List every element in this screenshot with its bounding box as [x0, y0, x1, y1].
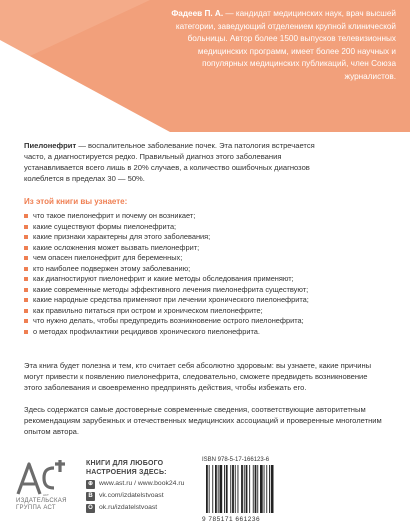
promo-link-web-text: www.ast.ru / www.book24.ru [99, 480, 185, 487]
barcode-bar [255, 465, 257, 513]
intro-text: — воспалительное заболевание почек. Эта патология встречается часто, а диагностируется редко. Правильный диагноз этого заболевания устанавливается всего лишь в 20% случаев, а количество ошибочных диагнозов колеблется в пределах 30 — 50%. [24, 141, 315, 183]
learn-list-item [24, 264, 394, 275]
sources-paragraph: Здесь содержатся самые достоверные современные сведения, соответствующие авторитетным рекомендациям зарубежных и отечественных медицинских ассоциаций и проверенные многолетним опытом автора. [24, 405, 382, 436]
bullet-square-icon [24, 214, 28, 218]
publisher-name-line1: ИЗДАТЕЛЬСКАЯ [16, 498, 67, 504]
barcode-bar [264, 465, 265, 513]
barcode-bar [266, 465, 267, 513]
barcode [202, 465, 302, 515]
learn-list-item-text: какие современные методы эффективного лечения пиелонефрита существуют; [33, 284, 309, 294]
barcode-bar [209, 465, 210, 513]
bullet-square-icon [24, 319, 28, 323]
barcode-bar [226, 465, 228, 513]
intro-term: Пиелонефрит [24, 141, 77, 150]
vk-icon: В [86, 492, 95, 501]
promo-link-vk[interactable] [86, 491, 196, 501]
ok-icon: О [86, 504, 95, 513]
learn-list-item [24, 274, 394, 285]
learn-list-item [24, 211, 394, 222]
bullet-square-icon [24, 235, 28, 239]
promo-link-web[interactable] [86, 479, 196, 489]
promo-title-line1: КНИГИ ДЛЯ ЛЮБОГО [86, 460, 164, 467]
publisher-name-line2: ГРУППА АСТ [16, 505, 56, 511]
barcode-bar [238, 465, 239, 513]
learn-list-item [24, 327, 394, 338]
publisher-logo [16, 458, 70, 522]
learn-list-item [24, 295, 394, 306]
bullet-square-icon [24, 256, 28, 260]
promo-block [86, 460, 196, 513]
barcode-bar [253, 465, 254, 513]
isbn-label: ISBN 978-5-17-166123-6 [202, 457, 270, 463]
barcode-bar [215, 465, 217, 513]
barcode-bar [230, 465, 231, 513]
learn-list [24, 211, 394, 337]
bullet-square-icon [24, 330, 28, 334]
promo-link-vk-text: vk.com/izdatelstvoast [99, 492, 164, 499]
isbn-block [202, 457, 312, 523]
barcode-bar [241, 465, 243, 513]
bullet-square-icon [24, 277, 28, 281]
bullet-square-icon [24, 288, 28, 292]
author-name: Фадеев П. А. [171, 9, 224, 18]
ast-logo-icon [16, 458, 70, 498]
learn-list-item-text: как диагностируют пиелонефрит и какие методы обследования применяют; [33, 274, 294, 283]
learn-list-item [24, 306, 394, 317]
intro-paragraph [24, 140, 324, 184]
barcode-bar [206, 465, 208, 513]
barcode-bar [212, 465, 213, 513]
barcode-bar [271, 465, 274, 513]
learn-list-item-text: что такое пиелонефрит и почему он возникает; [33, 211, 196, 220]
learn-list-item [24, 243, 394, 254]
author-description: — кандидат медицинских наук, врач высшей категории, заведующий отделением крупной клинической больницы. Автор более 1500 выпусков телевизионных медицинских программ, имеет более 200 научных и популярных медицинских публикаций, член Союза журналистов. [175, 9, 396, 81]
publisher-name [16, 498, 76, 512]
barcode-bar [257, 465, 258, 513]
learn-list-item [24, 253, 394, 264]
promo-link-ok-text: ok.ru/izdatelstvoast [99, 504, 158, 511]
barcode-bar [260, 465, 263, 513]
learn-heading: Из этой книги вы узнаете: [24, 197, 128, 206]
bullet-square-icon [24, 267, 28, 271]
learn-list-item [24, 232, 394, 243]
barcode-bar [269, 465, 270, 513]
learn-list-item-text: какие народные средства применяют при лечении хронического пиелонефрита; [33, 295, 309, 304]
bullet-square-icon [24, 298, 28, 302]
learn-list-item-text: какие существуют формы пиелонефрита; [33, 221, 177, 231]
barcode-digits: 9 785171 661236 [202, 516, 261, 523]
bullet-square-icon [24, 225, 28, 229]
learn-list-item-text: что нужно делать, чтобы предупредить возникновение острого пиелонефрита; [33, 316, 304, 325]
author-bio [156, 8, 396, 84]
promo-link-ok[interactable] [86, 503, 196, 513]
learn-list-item [24, 285, 394, 296]
learn-list-item-text: чем опасен пиелонефрит для беременных; [33, 253, 183, 262]
promo-title [86, 460, 196, 477]
learn-list-item [24, 316, 394, 327]
barcode-bar [235, 465, 236, 513]
barcode-bar [232, 465, 234, 513]
logo-text: АСТ [43, 493, 49, 497]
globe-icon: ⊕ [87, 480, 94, 487]
learn-list-item-text: кто наиболее подвержен этому заболеванию; [33, 263, 191, 273]
usefulness-paragraph: Эта книга будет полезна и тем, кто считает себя абсолютно здоровым: вы узнаете, какие причины могут привести к появлению пиелонефрита, следовательно, сможете предвидеть возникновение этого заболевания и своевременно предпринять действия, чтобы избежать его. [24, 361, 372, 392]
barcode-bar [218, 465, 219, 513]
learn-list-item-text: какие признаки характерны для этого заболевания; [33, 232, 211, 241]
barcode-bar [220, 465, 223, 513]
barcode-bar [224, 465, 225, 513]
bullet-square-icon [24, 309, 28, 313]
learn-list-item [24, 222, 394, 233]
learn-list-item-text: какие осложнения может вызвать пиелонефрит; [33, 242, 200, 252]
learn-list-item-text: о методах профилактики рецидивов хронического пиелонефрита. [33, 326, 260, 336]
barcode-bar [249, 465, 250, 513]
barcode-bar [246, 465, 248, 513]
promo-title-line2: НАСТРОЕНИЯ ЗДЕСЬ: [86, 468, 167, 476]
barcode-bar [244, 465, 245, 513]
learn-list-item-text: как правильно питаться при остром и хроническом пиелонефрите; [33, 305, 263, 315]
bullet-square-icon [24, 246, 28, 250]
